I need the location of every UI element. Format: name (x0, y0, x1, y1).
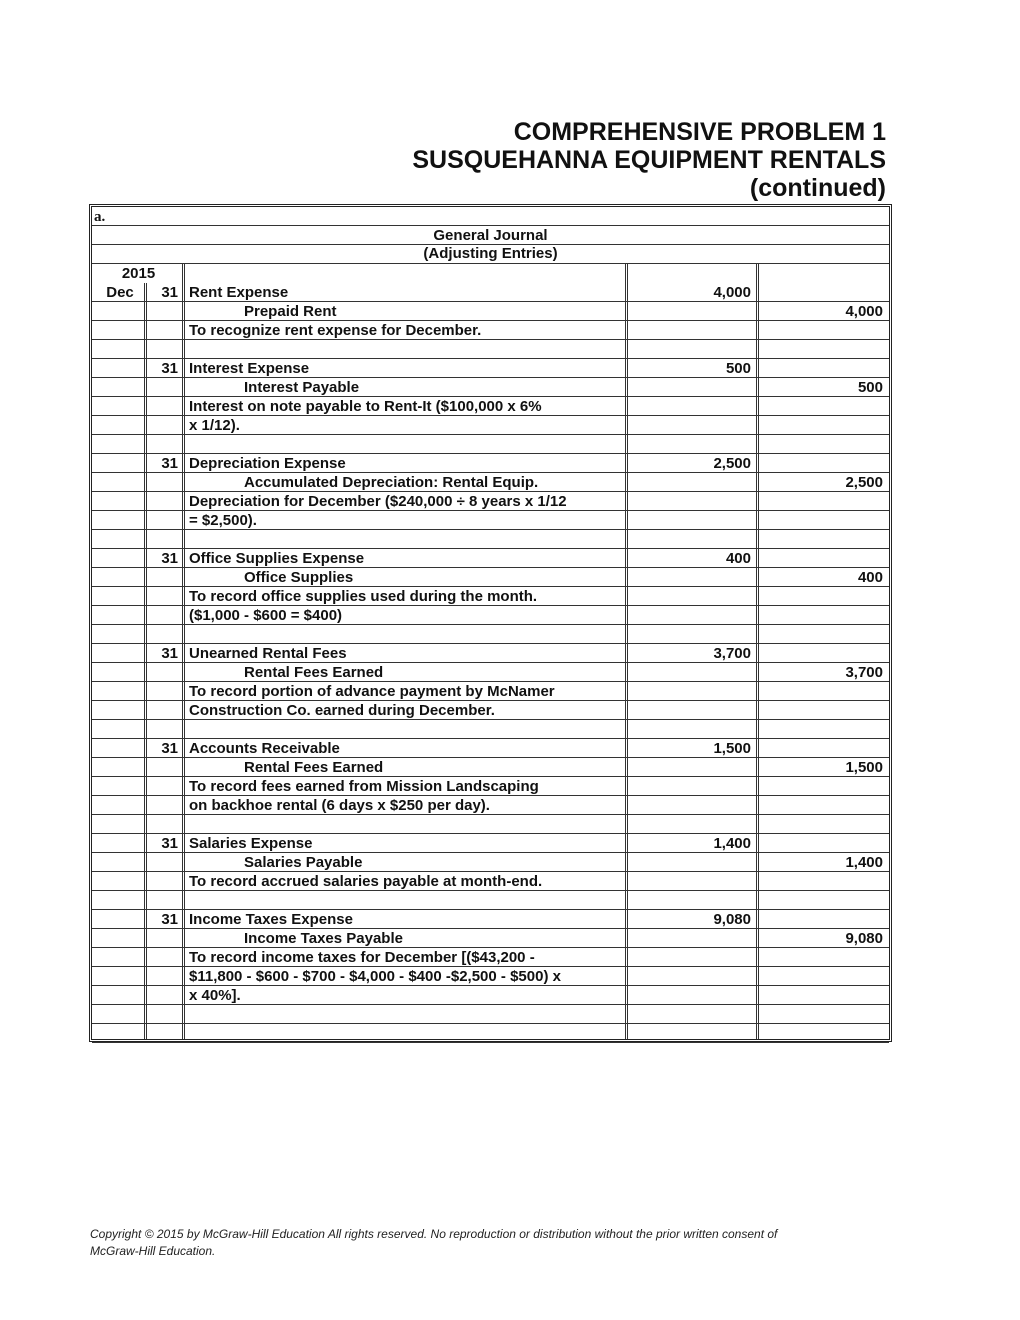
journal-entry-explanation-row (92, 606, 889, 625)
credit-amount: 500 (857, 379, 883, 396)
entry-explanation: on backhoe rental (6 days x $250 per day). (189, 797, 490, 814)
journal-entry-explanation-row (92, 986, 889, 1005)
entry-day: 31 (161, 284, 178, 301)
journal-entry-credit-row (92, 758, 889, 777)
entry-explanation: $11,800 - $600 - $700 - $4,000 - $400 -$2,500 - $500) x (189, 968, 561, 985)
entry-day: 31 (161, 740, 178, 757)
credit-account: Accumulated Depreciation: Rental Equip. (244, 474, 539, 491)
debit-amount: 400 (725, 550, 751, 567)
entry-explanation: To record accrued salaries payable at month-end. (189, 873, 543, 890)
credit-account: Rental Fees Earned (244, 664, 384, 681)
debit-account: Salaries Expense (189, 835, 313, 852)
entry-day: 31 (161, 645, 178, 662)
title-line-3: (continued) (749, 174, 886, 202)
title-line-1: COMPREHENSIVE PROBLEM 1 (513, 118, 886, 146)
debit-amount: 4,000 (713, 284, 751, 301)
journal-blank-row (92, 435, 889, 454)
entry-day: 31 (161, 455, 178, 472)
entry-explanation: To record portion of advance payment by McNamer (189, 683, 555, 700)
debit-account: Depreciation Expense (189, 455, 346, 472)
debit-amount: 1,400 (713, 835, 751, 852)
journal-blank-row (92, 720, 889, 739)
entry-explanation: To record office supplies used during the month. (189, 588, 538, 605)
journal-blank-row (92, 340, 889, 359)
entry-explanation: Construction Co. earned during December. (189, 702, 495, 719)
journal-entry-explanation-row (92, 796, 889, 815)
journal-entry-explanation-row (92, 397, 889, 416)
journal-entry-explanation-row (92, 967, 889, 986)
credit-account: Prepaid Rent (244, 303, 337, 320)
entry-explanation: x 1/12). (189, 417, 240, 434)
credit-amount: 400 (857, 569, 883, 586)
part-label: a. (94, 209, 106, 225)
journal-entry-explanation-row (92, 492, 889, 511)
credit-amount: 1,500 (845, 759, 883, 776)
credit-amount: 1,400 (845, 854, 883, 871)
entry-explanation: To record fees earned from Mission Landscaping (189, 778, 539, 795)
journal-entry-credit-row (92, 473, 889, 492)
entry-explanation: To recognize rent expense for December. (189, 322, 482, 339)
row-divider (92, 1042, 889, 1043)
journal-subtitle: (Adjusting Entries) (423, 245, 558, 262)
entry-day: 31 (161, 550, 178, 567)
credit-amount: 2,500 (845, 474, 883, 491)
journal-entry-debit-row (92, 739, 889, 758)
entry-month: Dec (106, 284, 134, 301)
entry-explanation: x 40%]. (189, 987, 241, 1004)
journal-entry-debit-row (92, 283, 889, 302)
journal-entry-credit-row (92, 302, 889, 321)
credit-amount: 9,080 (845, 930, 883, 947)
title-line-2: SUSQUEHANNA EQUIPMENT RENTALS (412, 146, 886, 174)
journal-entry-debit-row (92, 359, 889, 378)
entry-explanation: Depreciation for December ($240,000 ÷ 8 years x 1/12 (189, 493, 567, 510)
page-title (412, 118, 886, 202)
journal-entry-explanation-row (92, 777, 889, 796)
debit-amount: 1,500 (713, 740, 751, 757)
entry-day: 31 (161, 835, 178, 852)
journal-blank-row (92, 530, 889, 549)
journal-entry-explanation-row (92, 872, 889, 891)
entry-explanation: To record income taxes for December [($43,200 - (189, 949, 535, 966)
general-journal-table (89, 204, 892, 1042)
debit-account: Office Supplies Expense (189, 550, 365, 567)
journal-blank-row (92, 891, 889, 910)
journal-entry-credit-row (92, 853, 889, 872)
entry-day: 31 (161, 911, 178, 928)
divider (92, 263, 889, 264)
copyright-line-2: McGraw-Hill Education. (90, 1244, 216, 1258)
debit-amount: 3,700 (713, 645, 751, 662)
journal-entry-explanation-row (92, 701, 889, 720)
credit-account: Salaries Payable (244, 854, 363, 871)
entry-explanation: ($1,000 - $600 = $400) (189, 607, 343, 624)
debit-amount: 9,080 (713, 911, 751, 928)
journal-entry-debit-row (92, 644, 889, 663)
journal-blank-row (92, 1005, 889, 1024)
credit-account: Income Taxes Payable (244, 930, 403, 947)
journal-entry-credit-row (92, 568, 889, 587)
debit-account: Rent Expense (189, 284, 289, 301)
journal-entry-debit-row (92, 910, 889, 929)
entry-explanation: = $2,500). (189, 512, 257, 529)
credit-amount: 4,000 (845, 303, 883, 320)
journal-title: General Journal (433, 227, 548, 244)
journal-entry-explanation-row (92, 416, 889, 435)
debit-account: Accounts Receivable (189, 740, 340, 757)
debit-account: Income Taxes Expense (189, 911, 353, 928)
entry-explanation: Interest on note payable to Rent-It ($100,000 x 6% (189, 398, 542, 415)
debit-account: Interest Expense (189, 360, 310, 377)
journal-entry-explanation-row (92, 511, 889, 530)
entry-day: 31 (161, 360, 178, 377)
journal-entry-credit-row (92, 378, 889, 397)
credit-amount: 3,700 (845, 664, 883, 681)
debit-account: Unearned Rental Fees (189, 645, 347, 662)
journal-entry-explanation-row (92, 321, 889, 340)
credit-account: Rental Fees Earned (244, 759, 384, 776)
journal-entry-explanation-row (92, 682, 889, 701)
copyright-line-1: Copyright © 2015 by McGraw-Hill Education All rights reserved. No reproduction or distribution without the prior written consent of (90, 1227, 778, 1241)
journal-entry-credit-row (92, 663, 889, 682)
journal-blank-row (92, 1024, 889, 1043)
journal-blank-row (92, 625, 889, 644)
journal-entry-debit-row (92, 834, 889, 853)
copyright-notice (90, 1226, 890, 1260)
journal-entry-debit-row (92, 454, 889, 473)
journal-entry-explanation-row (92, 587, 889, 606)
credit-account: Interest Payable (244, 379, 360, 396)
journal-blank-row (92, 815, 889, 834)
journal-entry-credit-row (92, 929, 889, 948)
journal-entry-debit-row (92, 549, 889, 568)
debit-amount: 2,500 (713, 455, 751, 472)
debit-amount: 500 (725, 360, 751, 377)
journal-entry-explanation-row (92, 948, 889, 967)
credit-account: Office Supplies (244, 569, 354, 586)
journal-year: 2015 (121, 265, 156, 282)
